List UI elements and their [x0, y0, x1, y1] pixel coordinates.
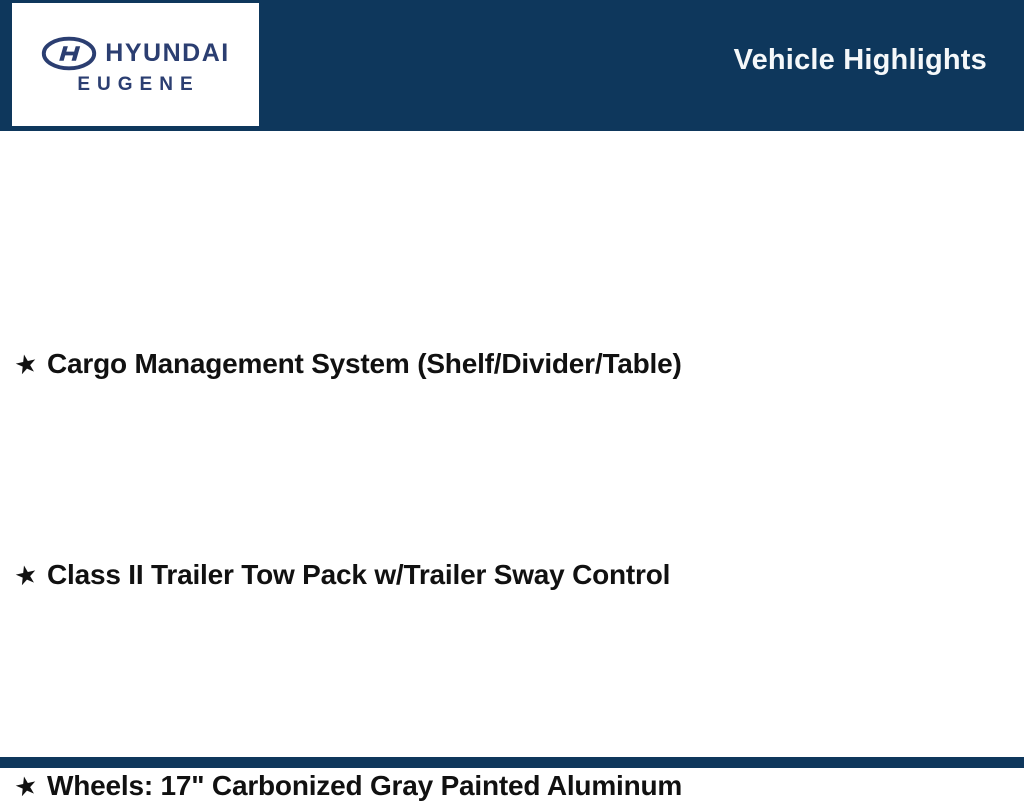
highlight-item	[0, 346, 1024, 382]
hyundai-h-logo-icon	[41, 36, 97, 71]
star-bullet-icon: ★	[11, 768, 41, 804]
header-bar	[0, 0, 1024, 131]
page-title: Vehicle Highlights	[733, 44, 987, 76]
dealer-logo	[12, 3, 259, 126]
highlight-item	[0, 768, 1024, 804]
highlight-label: Cargo Management System (Shelf/Divider/Table)	[47, 348, 682, 379]
logo-brand-text: HYUNDAI	[105, 38, 230, 67]
bottom-accent-bar	[0, 757, 1024, 768]
star-bullet-icon: ★	[11, 557, 41, 593]
star-bullet-icon: ★	[11, 346, 41, 382]
highlight-item	[0, 557, 1024, 593]
logo-row	[41, 36, 229, 71]
highlights-list	[0, 131, 1024, 804]
highlight-label: Class II Trailer Tow Pack w/Trailer Sway Control	[47, 559, 671, 590]
logo-location-text: EUGENE	[77, 73, 200, 95]
highlight-label: Wheels: 17" Carbonized Gray Painted Aluminum	[47, 770, 683, 801]
